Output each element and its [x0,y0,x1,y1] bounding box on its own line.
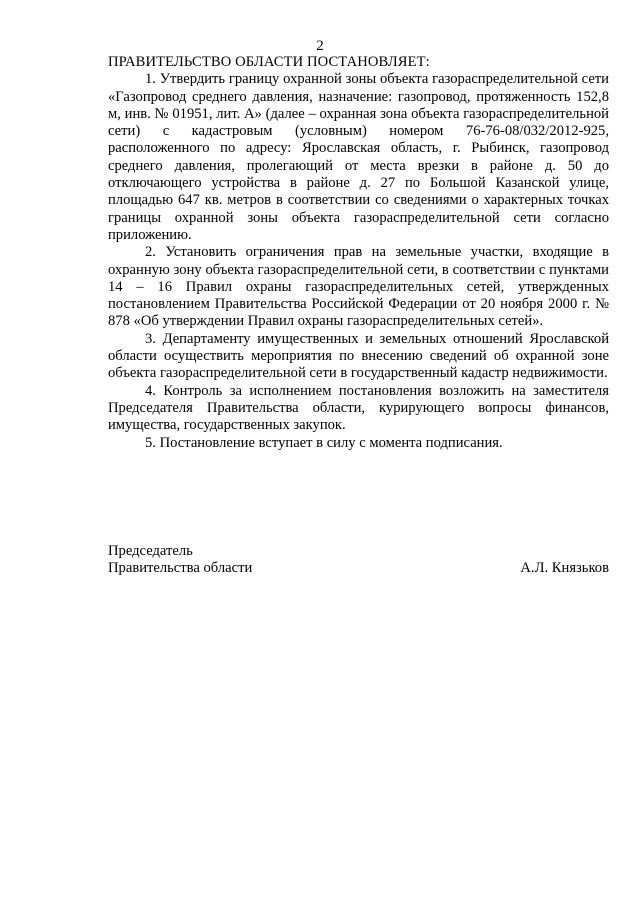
paragraph-1: 1. Утвердить границу охранной зоны объекта газораспределительной сети «Газопровод среднего давления, назначение: газопровод, протяженность 152,8 м, инв. № 01951, лит. А» (далее – охранная зона объекта газораспределительной сети) с кадастровым (условным) номером 76-76-08/032/2012-925, расположенного по адресу: Ярославская область, г. Рыбинск, газопровод среднего давления, пролегающий от места врезки в районе д. 50 до отключающего устройства в районе д. 27 по Большой Казанской улице, площадью 647 кв. метров в соответствии со сведениями о характерных точках границы охранной зоны объекта газораспределительной сети согласно приложению. [108,71,609,243]
page-number: 2 [316,38,324,54]
resolution-heading: ПРАВИТЕЛЬСТВО ОБЛАСТИ ПОСТАНОВЛЯЕТ: [108,54,430,70]
paragraph-4: 4. Контроль за исполнением постановления возложить на заместителя Председателя Правительства области, курирующего вопросы финансов, имущества, государственных закупок. [108,382,609,434]
paragraph-3: 3. Департаменту имущественных и земельных отношений Ярославской области осуществить мероприятия по внесению сведений об охранной зоне объекта газораспределительной сети в государственный кадастр недвижимости. [108,330,609,382]
paragraph-5: 5. Постановление вступает в силу с момента подписания. [145,434,503,451]
signature-block [108,543,609,578]
document-body [108,54,609,452]
signature-row [108,560,609,577]
signatory-title-line2: Правительства области [108,560,253,577]
signatory-name: А.Л. Князьков [520,560,609,577]
signatory-title-line1: Председатель [108,543,193,559]
paragraph-2: 2. Установить ограничения прав на земельные участки, входящие в охранную зону объекта газораспределительной сети, в соответствии с пунктами 14 – 16 Правил охраны газораспределительных сетей, утвержденных постановлением Правительства Российской Федерации от 20 ноября 2000 г. № 878 «Об утверждении Правил охраны газораспределительных сетей». [108,244,609,330]
